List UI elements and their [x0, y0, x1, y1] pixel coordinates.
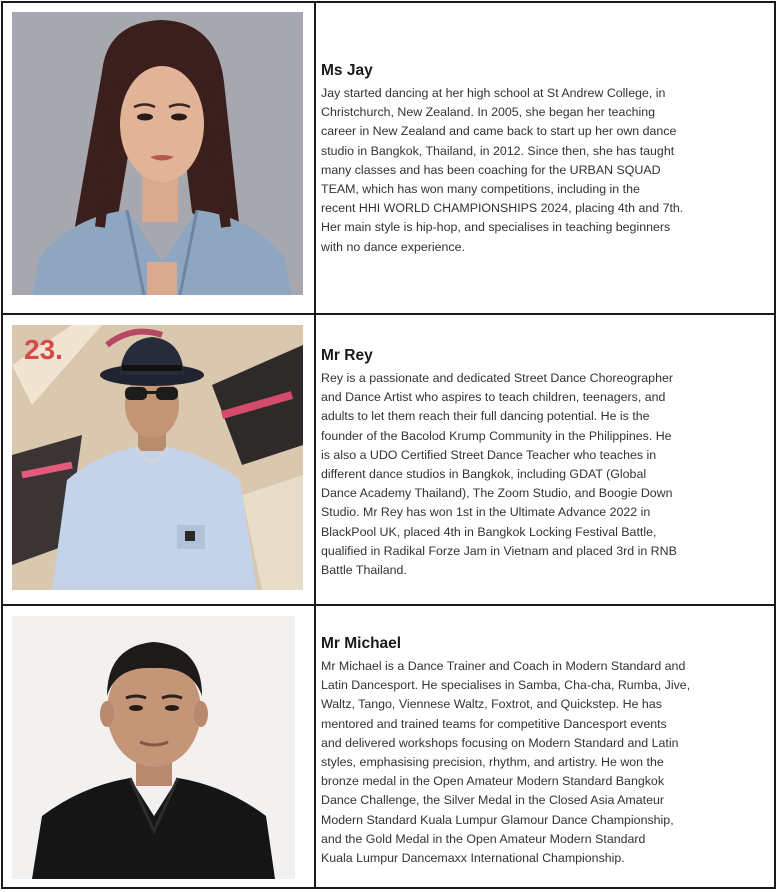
instructor-name: Mr Rey — [321, 347, 373, 364]
instructor-bio: Rey is a passionate and dedicated Street Dance Choreographer and Dance Artist who aspires to teach children, teenagers, and adults to let them reach their full dancing potential. He is the founder of the Bacolod Krump Community in the Philippines. He is also a UDO Certified Street Dance Teacher who teaches in different dance studios in Bangkok, including GDAT (Global Dance Academy Thailand), The Zoom Studio, and Boogie Down Studio. Mr Rey has won 1st in the Ultimate Advance 2022 in BlackPool UK, placed 4th in Bangkok Locking Festival Battle, qualified in Radikal Forze Jam in Vietnam and placed 3rd in RNB Battle Thailand. — [321, 371, 677, 578]
instructor-name: Ms Jay — [321, 62, 373, 79]
jay-photo — [12, 12, 303, 295]
jay-bio — [321, 61, 768, 257]
michael-bio — [321, 634, 768, 868]
michael-photo — [12, 616, 295, 879]
rey-bio — [321, 346, 768, 580]
profile-row-rey — [3, 313, 774, 604]
graffiti-text: 23. — [24, 334, 63, 365]
instructor-profile-table — [1, 1, 776, 889]
profile-row-jay — [3, 3, 774, 313]
instructor-bio: Mr Michael is a Dance Trainer and Coach in Modern Standard and Latin Dancesport. He specialises in Samba, Cha-cha, Rumba, Jive, Waltz, Tango, Viennese Waltz, Foxtrot, and Quickstep. He has mentored and trained teams for competitive Dancesport events and delivered workshops focusing on Modern Standard and Latin styles, emphasising precision, rhythm, and artistry. He won the bronze medal in the Open Amateur Modern Standard Bangkok Dance Challenge, the Silver Medal in the Closed Asia Amateur Modern Standard Kuala Lumpur Glamour Dance Championship, and the Gold Medal in the Open Amateur Modern Standard Kuala Lumpur Dancemaxx International Championship. — [321, 659, 691, 866]
rey-photo — [12, 325, 303, 590]
instructor-bio: Jay started dancing at her high school at St Andrew College, in Christchurch, New Zealand. In 2005, she began her teaching career in New Zealand and came back to start up her own dance studio in Bangkok, Thailand, in 2012. Since then, she has taught many classes and has been coaching for the URBAN SQUAD TEAM, which has won many competitions, including in the recent HHI WORLD CHAMPIONSHIPS 2024, placing 4th and 7th. Her main style is hip-hop, and specialises in teaching beginners with no dance experience. — [321, 86, 684, 254]
profile-row-michael — [3, 604, 774, 889]
instructor-name: Mr Michael — [321, 635, 402, 652]
